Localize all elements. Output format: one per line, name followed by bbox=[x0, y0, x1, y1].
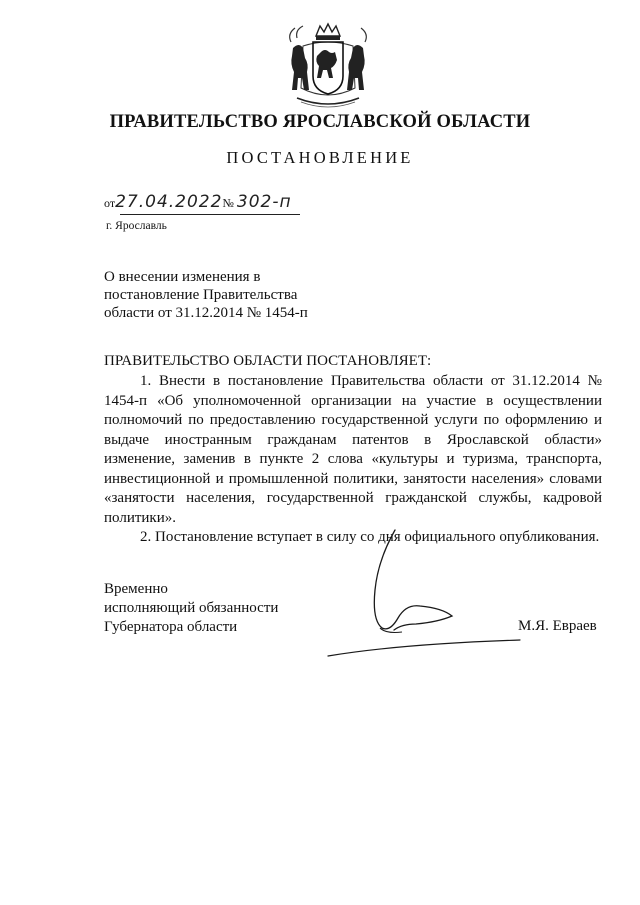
paragraph-2: 2. Постановление вступает в силу со дня официального опубликования. bbox=[140, 529, 600, 545]
date-number-line bbox=[104, 192, 292, 212]
subject-line: постановление Правительства bbox=[104, 287, 298, 303]
subject-line: О внесении изменения в bbox=[104, 269, 261, 285]
signatory-line: Временно bbox=[104, 581, 168, 597]
number-prefix: № bbox=[222, 196, 234, 210]
signer-name: М.Я. Евраев bbox=[518, 618, 597, 634]
handwritten-signature bbox=[320, 520, 540, 670]
date-prefix: от bbox=[104, 196, 116, 210]
document-type: ПОСТАНОВЛЕНИЕ bbox=[226, 148, 414, 167]
handwritten-number: 302-п bbox=[236, 192, 292, 212]
paragraph-1: 1. Внести в постановление Правительства области от 31.12.2014 № 1454-п «Об уполномоченной организации на участие в осуществлении полномочий по предоставлению государственной услуги по оформлению и выдаче иностранным гражданам патентов в Ярославской области» изменение, заменив в пункте 2 слова «культуры и туризма, транспорта, инвестиционной и промышленной политики, занятости населения» словами «занятости населения, государственной гражданской службы, кадровой политики». bbox=[104, 373, 602, 526]
subject-line: области от 31.12.2014 № 1454-п bbox=[104, 305, 308, 321]
date-underline bbox=[120, 214, 300, 215]
organization-title: ПРАВИТЕЛЬСТВО ЯРОСЛАВСКОЙ ОБЛАСТИ bbox=[109, 112, 531, 132]
signatory-line: Губернатора области bbox=[104, 619, 238, 635]
signatory-line: исполняющий обязанности bbox=[104, 600, 279, 616]
coat-of-arms-icon bbox=[283, 18, 373, 112]
city: г. Ярославль bbox=[106, 220, 167, 232]
document-subject bbox=[104, 268, 404, 322]
signatory-title bbox=[104, 580, 278, 637]
handwritten-date: 27.04.2022 bbox=[115, 192, 223, 212]
preamble: ПРАВИТЕЛЬСТВО ОБЛАСТИ ПОСТАНОВЛЯЕТ: bbox=[104, 353, 432, 369]
